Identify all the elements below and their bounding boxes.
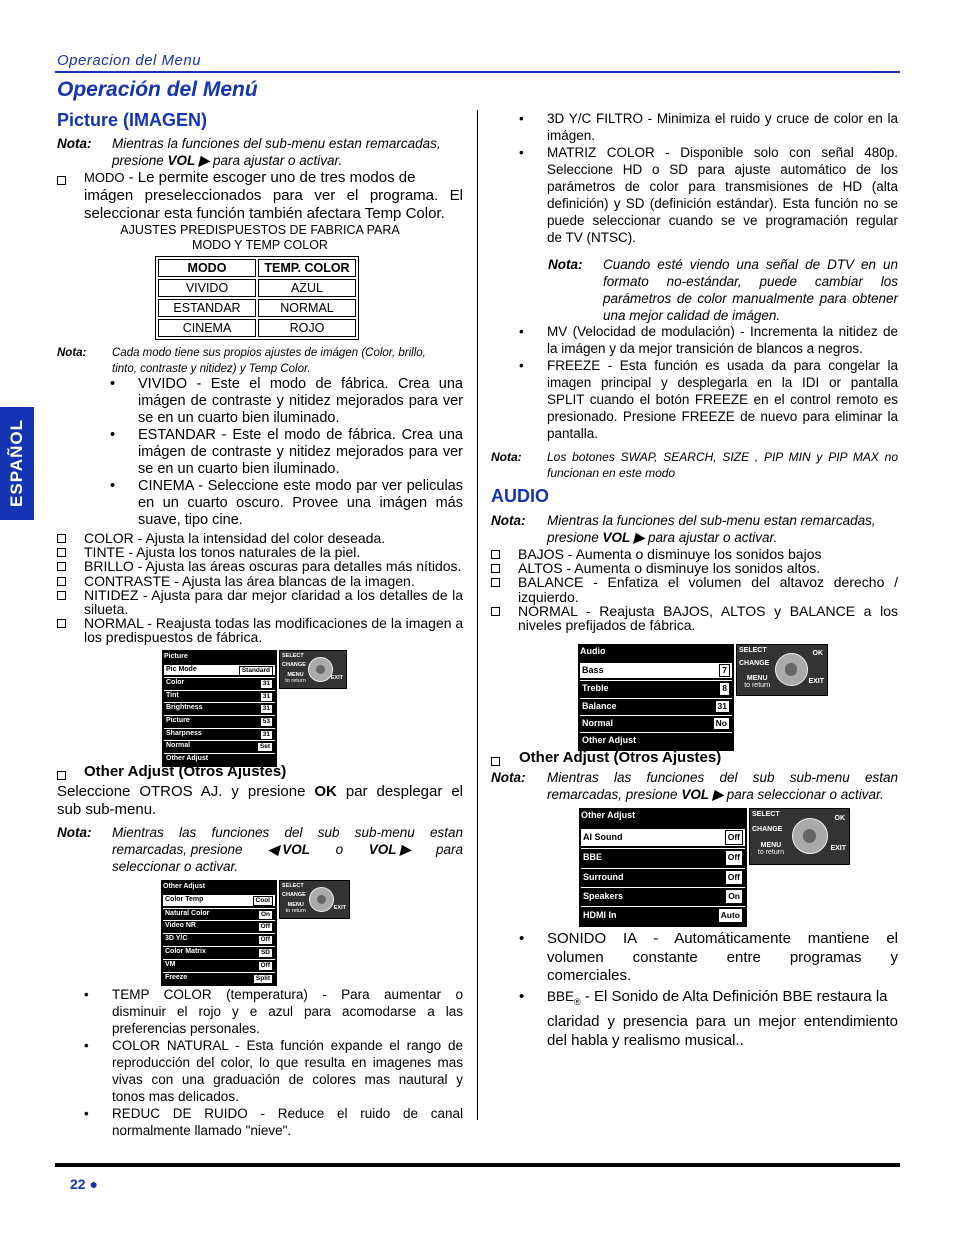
osd-row[interactable]	[164, 690, 275, 701]
bullet-line: de TV (NTSC).	[547, 230, 637, 245]
bullet-line: se en un cuarto bien iluminado.	[138, 410, 340, 426]
other-text: par desplegar el	[336, 783, 463, 800]
exit-label: EXIT	[330, 675, 343, 682]
osd-row-label: Normal	[166, 742, 191, 750]
checkbox-icon	[491, 564, 500, 573]
osd-row[interactable]	[163, 920, 275, 931]
menu-label: MENU	[287, 902, 304, 909]
osd-row[interactable]	[580, 715, 732, 730]
vol-label: VOL ▶	[368, 842, 411, 857]
bullet-icon: •	[110, 478, 116, 494]
checkbox-icon	[491, 607, 500, 616]
select-label: SELECT	[282, 653, 304, 659]
modo-paragraph	[84, 169, 463, 223]
other-adjust-audio-heading: Other Adjust (Otros Ajustes)	[519, 749, 722, 766]
check-line: COLOR - Ajusta la intensidad del color deseada.	[84, 530, 386, 546]
table-header: TEMP. COLOR	[258, 259, 356, 277]
osd-row-label: Video NR	[165, 922, 196, 930]
osd-title: Picture	[164, 653, 188, 660]
osd-row-label: AI Sound	[583, 832, 623, 843]
osd-row-label: Brightness	[166, 704, 203, 712]
osd-row[interactable]	[164, 715, 275, 726]
note-label: Nota:	[548, 257, 583, 272]
osd-row-label: 3D Y/C	[165, 935, 188, 943]
osd-row-value: 53	[260, 717, 273, 727]
bullet-line: REDUC DE RUIDO - Reduce el ruido de canal	[112, 1106, 463, 1121]
table-caption	[110, 223, 410, 253]
joystick-icon	[792, 818, 828, 854]
osd-row[interactable]	[164, 740, 275, 751]
check-line: CONTRASTE - Ajusta las área blancas de la imagen.	[84, 572, 415, 589]
note-text: para ajustar o activar.	[644, 530, 778, 545]
page-title: Operación del Menú	[57, 78, 258, 101]
bullet-icon: •	[110, 376, 116, 392]
osd-row[interactable]	[163, 959, 275, 970]
bullet-line: la imágen y da mejor transición de blancos a negros.	[547, 341, 863, 356]
menu-return-label	[285, 673, 305, 684]
osd-row[interactable]	[581, 887, 745, 904]
bbe-text: del habla y realismo musical..	[547, 1032, 744, 1049]
osd-row[interactable]	[581, 906, 745, 923]
language-tab	[0, 407, 34, 520]
bullet-icon: •	[84, 987, 89, 1002]
osd-row[interactable]	[164, 753, 275, 764]
osd-row-label: Natural Color	[165, 909, 210, 917]
osd-row-label: Pic Mode	[166, 665, 197, 673]
bullet-line: en un cuarto oscuro. Provee una imágen más	[138, 495, 463, 511]
column-divider	[477, 110, 478, 1120]
note-text: funcionan en este modo	[547, 466, 676, 480]
bullet-icon: •	[519, 111, 524, 126]
bullet-line: disminuir el rojo y e azul para acomodarse a las	[112, 1004, 463, 1019]
exit-label: EXIT	[830, 844, 846, 852]
note-text: para seleccionar o activar.	[722, 787, 884, 802]
osd-row-label: Treble	[582, 683, 609, 694]
joystick-icon	[308, 657, 333, 682]
vol-label: VOL ▶	[681, 787, 723, 802]
exit-label: EXIT	[333, 905, 346, 912]
exit-label: EXIT	[808, 677, 824, 685]
note-text: Cada modo tiene sus propios ajustes de imágen (Color, brillo,	[112, 347, 426, 359]
vol-label: ◀ VOL	[268, 842, 311, 857]
osd-row[interactable]	[580, 663, 732, 678]
modo-text: seleccionar esta función también afectara Temp Color.	[84, 205, 445, 222]
osd-row[interactable]	[580, 698, 732, 713]
osd-row-label: Picture	[166, 717, 190, 724]
osd-row-value: 31	[260, 730, 273, 740]
osd-row-value: Off	[258, 935, 273, 945]
bullet-line: MATRIZ COLOR - Disponible solo con señal 480p.	[547, 145, 898, 160]
osd-row-label: VM	[165, 960, 176, 968]
bullet-line: MV (Velocidad de modulación) - Incrementa la nitidez de	[547, 324, 898, 339]
note-text: Cuando esté viendo una señal de DTV en un	[603, 257, 898, 272]
osd-row-value: Split	[253, 974, 273, 984]
bullet-line: FREEZE - Esta función es usada da para congelar la	[547, 358, 898, 373]
bullet-line: imágen de contraste y nitidez mejorados para ver	[138, 444, 463, 460]
osd-title: Audio	[580, 646, 606, 656]
osd-row[interactable]	[163, 908, 275, 919]
osd-row-value: 31	[260, 692, 273, 702]
bullet-line: SPLIT cuando el botón FREEZE en el control remoto es	[547, 392, 898, 407]
check-line: BALANCE - Enfatiza el volumen del altavoz derecho /	[518, 574, 898, 591]
caption-line: MODO Y TEMP COLOR	[192, 238, 328, 252]
osd-title: Other Adjust	[581, 810, 636, 820]
osd-row-label: Color Temp	[165, 895, 204, 903]
bullet-line: suave, tipo cine.	[138, 512, 243, 528]
bullet-line: imagen principal y desplegarla en la IDI or pantalla	[547, 375, 898, 390]
other-adjust-text	[57, 783, 463, 819]
osd-row-label: Freeze	[165, 973, 188, 981]
bullet-icon: •	[519, 324, 524, 339]
caption-line: AJUSTES PREDISPUESTOS DE FABRICA PARA	[120, 223, 400, 237]
table-cell: NORMAL	[258, 299, 356, 317]
check-line: izquierdo.	[518, 588, 579, 605]
audio-heading: AUDIO	[491, 486, 549, 506]
bullet-line: ESTANDAR - Este el modo de fábrica. Crea una	[138, 427, 463, 443]
vol-label: VOL ▶	[167, 153, 210, 168]
remote-control-legend	[279, 880, 350, 919]
check-line: NORMAL - Reajusta todas las modificaciones de la imagen a	[84, 615, 464, 632]
table-cell: AZUL	[258, 279, 356, 297]
osd-row-label: Speakers	[583, 890, 624, 901]
select-label: SELECT	[752, 811, 780, 818]
other-adjust-heading: Other Adjust (Otros Ajustes)	[84, 763, 287, 780]
registered-mark: ®	[574, 997, 581, 1007]
osd-row[interactable]	[163, 933, 275, 944]
remote-control-legend	[279, 650, 347, 689]
osd-row-label: Normal	[582, 717, 614, 728]
note-text: presione	[112, 153, 168, 168]
language-tab-label: ESPAÑOL	[7, 419, 26, 507]
note-label: Nota:	[491, 513, 526, 528]
note-text: remarcadas, presione	[547, 787, 682, 802]
osd-row[interactable]	[163, 946, 275, 957]
note-label: Nota:	[491, 770, 526, 785]
page-number: 22 ●	[70, 1176, 98, 1192]
menu-return-label	[744, 675, 770, 689]
bullet-line: se en un cuarto bien iluminado.	[138, 461, 340, 477]
modo-table	[155, 256, 359, 340]
note-text: parámetros de color manualmente para obtener	[603, 291, 898, 306]
osd-row-value: Off	[725, 870, 743, 885]
other-text: Seleccione OTROS AJ. y presione	[57, 783, 315, 800]
checkbox-icon	[57, 534, 66, 543]
menu-label: MENU	[746, 675, 768, 682]
ok-label: OK	[834, 814, 845, 822]
check-line: ALTOS - Aumenta o disminuye los sonidos altos.	[518, 560, 821, 577]
note-label: Nota:	[491, 450, 522, 464]
bullet-line: imágen.	[547, 128, 596, 143]
bullet-line: COLOR NATURAL - Esta función expande el rango de	[112, 1038, 463, 1053]
modo-label: MODO	[84, 170, 125, 185]
osd-row-value: On	[258, 910, 273, 920]
bullet-line: definición) y SD (definición estándar). Esta función no se	[547, 196, 898, 211]
checkbox-icon	[491, 550, 500, 559]
menu-return-label	[758, 842, 784, 856]
check-line: NITIDEZ - Ajusta para dar mejor claridad a los detalles de la	[84, 586, 463, 603]
table-header: MODO	[158, 259, 256, 277]
bullet-icon: •	[84, 1106, 89, 1121]
bbe-text: claridad y presencia para un mejor entendimiento	[547, 1013, 898, 1030]
note-text: remarcadas, presione	[112, 842, 243, 857]
osd-row-label: Surround	[583, 871, 624, 882]
to-return-label: to return	[285, 907, 306, 914]
bullet-line: parámetros de color para transmisiones de HD (alta	[547, 179, 898, 194]
checkbox-icon	[57, 591, 66, 600]
osd-row-label: Other Adjust	[166, 754, 209, 762]
bullet-line: puede seleccionar cuando se ve programación regular	[547, 213, 898, 228]
bullet-line: imágen de contraste y nitidez mejorados para ver	[138, 393, 463, 409]
checkbox-icon	[57, 548, 66, 557]
osd-row-value: Off	[258, 961, 273, 971]
bullet-icon: •	[110, 427, 116, 443]
footer-rule	[55, 1163, 900, 1167]
table-cell: ROJO	[258, 319, 356, 337]
other-text: sub sub-menu.	[57, 801, 157, 818]
menu-return-label	[286, 903, 306, 914]
osd-row-value: Set	[257, 742, 273, 752]
note-text: para	[435, 842, 463, 857]
bullet-icon: •	[519, 930, 525, 947]
osd-row-value: 31	[715, 700, 730, 713]
joystick-icon	[309, 887, 334, 912]
note-label: Nota:	[57, 825, 92, 840]
osd-row-value: Standard	[239, 666, 273, 676]
osd-row[interactable]	[581, 829, 745, 846]
note-text: Mientras la funciones del sub-menu estan remarcadas,	[112, 136, 441, 151]
bullet-line: tonos mas delicados.	[112, 1089, 239, 1104]
checkbox-icon	[57, 562, 66, 571]
bullet-icon: •	[519, 358, 524, 373]
change-label: CHANGE	[752, 825, 783, 833]
osd-row[interactable]	[580, 732, 732, 747]
osd-row[interactable]	[580, 680, 732, 695]
to-return-label: to return	[757, 849, 784, 856]
osd-row-value: 31	[260, 704, 273, 714]
checkbox-icon	[491, 578, 500, 587]
table-cell: VIVIDO	[158, 279, 256, 297]
osd-row-label: Bass	[582, 665, 604, 676]
picture-heading: Picture (IMAGEN)	[57, 110, 208, 130]
menu-label: MENU	[287, 672, 304, 679]
osd-row-label: Balance	[582, 700, 617, 711]
running-header: Operacion del Menu	[57, 52, 202, 69]
note-text: tinto, contraste y nitidez) y Temp Color.	[112, 363, 311, 375]
remote-control-legend	[749, 808, 850, 865]
osd-row-value: 8	[719, 682, 730, 695]
osd-row[interactable]	[164, 728, 275, 739]
bullet-line: VIVIDO - Este el modo de fábrica. Crea una	[138, 376, 463, 392]
menu-label: MENU	[760, 842, 782, 849]
osd-row[interactable]	[163, 972, 275, 983]
bullet-line: reproducción del color, lo que resulta en imagenes mas	[112, 1055, 463, 1070]
osd-row[interactable]	[164, 665, 275, 676]
modo-text: - Le permite escoger uno de tres modos de	[124, 169, 416, 186]
osd-row[interactable]	[581, 868, 745, 885]
osd-row-value: No	[713, 717, 730, 730]
ok-label: OK	[314, 783, 337, 800]
check-line: NORMAL - Reajusta BAJOS, ALTOS y BALANCE a los	[518, 602, 898, 619]
osd-title: Other Adjust	[163, 883, 206, 890]
osd-row-label: Color Matrix	[165, 948, 206, 955]
bullet-line: comerciales.	[547, 967, 632, 984]
bullet-icon: •	[84, 1038, 89, 1053]
osd-panel	[162, 650, 277, 767]
select-label: SELECT	[282, 883, 304, 889]
to-return-label: to return	[744, 682, 771, 689]
change-label: CHANGE	[739, 660, 770, 667]
note-text: una mejor calidad de imágen.	[603, 308, 781, 323]
bullet-line: preferencias personales.	[112, 1021, 260, 1036]
osd-panel	[161, 880, 277, 986]
osd-row-value: Auto	[718, 908, 743, 923]
osd-row-value: Off	[725, 830, 743, 845]
osd-row[interactable]	[164, 702, 275, 713]
checkbox-icon	[57, 577, 66, 586]
check-line: BRILLO - Ajusta las áreas oscuras para detalles más nítidos.	[84, 558, 462, 575]
bullet-line: vivas con una graduación de colores mas nautural y	[112, 1072, 463, 1087]
check-line: niveles prefijados de fábrica.	[518, 617, 696, 633]
osd-row[interactable]	[163, 895, 275, 906]
change-label: CHANGE	[282, 892, 306, 899]
osd-row-label: HDMI In	[583, 910, 617, 920]
osd-panel	[579, 808, 747, 927]
note-text: Los botones SWAP, SEARCH, SIZE , PIP MIN y PIP MAX no	[547, 450, 898, 464]
note-text: presione	[547, 530, 603, 545]
note-text: Mientras las funciones del sub sub-menu estan	[112, 825, 463, 840]
select-label: SELECT	[739, 647, 767, 654]
note-text: Mientras las funciones del sub sub-menu estan	[547, 770, 898, 785]
osd-row-label: BBE	[583, 852, 603, 863]
note-text: formato no-estándar, puede cambiar los	[603, 274, 898, 289]
osd-row-value: Off	[258, 922, 273, 932]
table-cell: ESTANDAR	[158, 299, 256, 317]
osd-row-value: Off	[725, 850, 743, 865]
bbe-text: - El Sonido de Alta Definición BBE restaura la	[580, 988, 888, 1005]
osd-row-value: SD	[258, 948, 273, 958]
header-rule	[55, 71, 900, 73]
osd-panel	[578, 644, 734, 751]
bullet-line: presionado. Presione FREEZE de nuevo para eliminar la	[547, 409, 898, 424]
osd-row-label: Color	[166, 679, 185, 687]
osd-row-value: 31	[260, 679, 273, 689]
bullet-line: pantalla.	[547, 426, 599, 441]
osd-row-label: Tint	[166, 691, 179, 699]
osd-row[interactable]	[581, 848, 745, 865]
note-label: Nota:	[57, 136, 92, 151]
osd-row-label: Sharpness	[166, 729, 202, 737]
checkbox-icon	[57, 172, 66, 190]
bullet-line: TEMP COLOR (temperatura) - Para aumentar o	[112, 987, 463, 1002]
note-text: o	[335, 842, 344, 857]
bullet-line: normalmente llamado "nieve".	[112, 1123, 292, 1138]
bullet-line: 3D Y/C FILTRO - Minimiza el ruido y cruce de color en la	[547, 111, 898, 126]
bullet-line: SONIDO IA - Automáticamente mantiene el	[547, 930, 898, 947]
modo-text: imágen preseleccionados para ver el programa. El	[84, 187, 463, 204]
change-label: CHANGE	[282, 662, 306, 669]
osd-row-value: 7	[719, 664, 730, 677]
check-line: BAJOS - Aumenta o disminuye los sonidos bajos	[518, 546, 822, 562]
osd-row[interactable]	[164, 677, 275, 688]
bullet-icon: •	[519, 145, 524, 160]
note-text: seleccionar o activar.	[112, 859, 239, 874]
check-line: silueta.	[84, 601, 129, 617]
to-return-label: to return	[285, 677, 306, 684]
osd-row-label: Other Adjust	[582, 735, 637, 745]
checkbox-icon	[57, 619, 66, 628]
bbe-label: BBE	[547, 989, 575, 1004]
joystick-icon	[775, 653, 808, 686]
note-label: Nota:	[57, 347, 87, 359]
table-cell: CINEMA	[158, 319, 256, 337]
note-text: Mientras la funciones del sub-menu estan remarcadas,	[547, 513, 876, 528]
bullet-line: volumen constante entre programas y	[547, 948, 898, 966]
osd-row-value: On	[725, 889, 743, 904]
ok-label: OK	[812, 650, 823, 657]
bullet-line: CINEMA - Seleccione este modo par ver peliculas	[138, 478, 463, 494]
bullet-line: Seleccione HD o SD para ajuste automático de los	[547, 162, 898, 177]
vol-label: VOL ▶	[602, 530, 645, 545]
check-line: los predispuestos de fábrica.	[84, 629, 263, 646]
check-line: TINTE - Ajusta los tonos naturales de la piel.	[84, 544, 361, 561]
note-text: para ajustar o activar.	[209, 153, 343, 168]
osd-row-value: Cool	[253, 896, 273, 906]
remote-control-legend	[736, 644, 828, 696]
